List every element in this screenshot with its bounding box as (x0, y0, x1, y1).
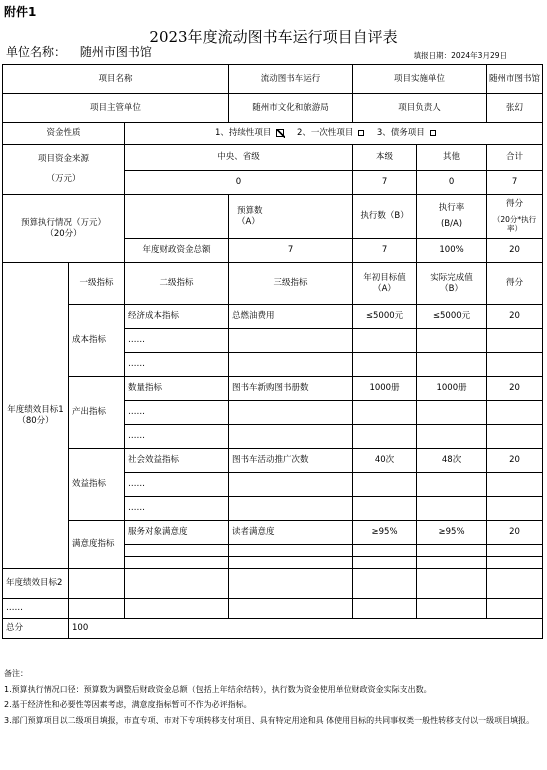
unit-name-label: 单位名称： (6, 45, 67, 59)
self-evaluation-table (2, 64, 543, 639)
note-2: 2.基于经济性和必要性等因素考虑，满意度指标暂可不作为必评指标。 (4, 700, 252, 710)
fund-nature-label: 资金性质 (3, 123, 125, 145)
dept-label: 项目主管单位 (3, 94, 229, 123)
goal2-row (3, 569, 543, 599)
annex-label: 附件1 (4, 5, 37, 19)
budget-a-header: 预算数 （A） (229, 195, 353, 239)
notes (4, 668, 542, 730)
perf-actual-cell: 48次 (417, 449, 487, 473)
option-debt-label: 3、债务项目 (376, 128, 425, 139)
dept-value: 随州市文化和旅游局 (229, 94, 353, 123)
fund-nature-row (3, 123, 543, 145)
perf-l1-header: 一级指标 (69, 263, 125, 305)
funding-header: 合计 (487, 145, 543, 171)
funding-header-row (3, 145, 543, 171)
perf-actual-cell: ≤5000元 (417, 305, 487, 329)
fill-date: 填报日期：2024年3月29日 (413, 51, 507, 60)
table-row (3, 521, 543, 545)
funding-value: 7 (487, 171, 543, 195)
perf-l2-cell: 社会效益指标 (125, 449, 229, 473)
funding-value: 7 (353, 171, 417, 195)
perf-l3-cell: 图书车活动推广次数 (229, 449, 353, 473)
perf-l1-cell: 效益指标 (69, 449, 125, 521)
ellipsis-cell: …… (125, 497, 229, 521)
budget-header-row (3, 195, 543, 239)
ellipsis-cell: …… (3, 599, 69, 619)
ellipsis-cell: …… (125, 473, 229, 497)
perf-init-header: 年初目标值 （A） (353, 263, 417, 305)
budget-b-value: 7 (353, 239, 417, 263)
budget-rate-header: 执行率 (B/A) (417, 195, 487, 239)
goal-ellipsis-row (3, 599, 543, 619)
ellipsis-cell: …… (125, 329, 229, 353)
budget-total-label: 年度财政资金总额 (125, 239, 229, 263)
leader-value: 张幻 (487, 94, 543, 123)
budget-blank-cell (125, 195, 229, 239)
perf-header-row (3, 263, 543, 305)
perf-l1-cell: 产出指标 (69, 377, 125, 449)
page-title: 2023年度流动图书车运行项目自评表 (149, 28, 398, 46)
unchecked-box-icon (358, 130, 364, 136)
option-continuous-label: 1、持续性项目 (215, 128, 272, 139)
impl-unit-value: 随州市图书馆 (487, 65, 543, 94)
budget-exec-label: 预算执行情况（万元） （20分） (3, 195, 125, 263)
table-row (3, 377, 543, 401)
total-label: 总分 (3, 619, 69, 639)
budget-b-header: 执行数（B） (353, 195, 417, 239)
budget-score-value: 20 (487, 239, 543, 263)
perf-score-cell: 20 (487, 449, 543, 473)
perf-l3-cell: 读者满意度 (229, 521, 353, 545)
goal1-label: 年度绩效目标1（80分） (3, 263, 69, 569)
perf-actual-cell: ≥95% (417, 521, 487, 545)
unchecked-box-icon (430, 130, 436, 136)
goal2-label: 年度绩效目标2 (3, 569, 69, 599)
perf-init-cell: 40次 (353, 449, 417, 473)
unit-name-value: 随州市图书馆 (79, 45, 152, 59)
budget-rate-value: 100% (417, 239, 487, 263)
unit-line (6, 43, 152, 60)
checked-box-icon (276, 129, 284, 137)
perf-l2-cell: 数量指标 (125, 377, 229, 401)
option-onetime-label: 2、一次性项目 (296, 128, 354, 139)
leader-label: 项目负责人 (353, 94, 487, 123)
perf-actual-header: 实际完成值 （B） (417, 263, 487, 305)
funding-source-label: 项目资金来源 （万元） (3, 145, 125, 195)
project-name-row (3, 65, 543, 94)
perf-init-cell: 1000册 (353, 377, 417, 401)
funding-value: 0 (417, 171, 487, 195)
budget-a-value: 7 (229, 239, 353, 263)
perf-score-cell: 20 (487, 305, 543, 329)
perf-l2-cell: 服务对象满意度 (125, 521, 229, 545)
total-row (3, 619, 543, 639)
funding-header: 其他 (417, 145, 487, 171)
impl-unit-label: 项目实施单位 (353, 65, 487, 94)
notes-title: 备注： (4, 669, 28, 678)
perf-l2-cell: 经济成本指标 (125, 305, 229, 329)
perf-l3-cell: 总燃油费用 (229, 305, 353, 329)
perf-score-cell: 20 (487, 377, 543, 401)
note-1: 1.预算执行情况口径：预算数为调整后财政资金总额（包括上年结余结转），执行数为资金使用单位财政资金实际支出数。 (4, 684, 432, 694)
dept-row (3, 94, 543, 123)
ellipsis-cell: …… (125, 425, 229, 449)
perf-init-cell: ≤5000元 (353, 305, 417, 329)
perf-l3-header: 三级指标 (229, 263, 353, 305)
table-row (3, 305, 543, 329)
perf-l1-cell: 满意度指标 (69, 521, 125, 569)
funding-header: 本级 (353, 145, 417, 171)
perf-score-header: 得分 (487, 263, 543, 305)
perf-l2-header: 二级指标 (125, 263, 229, 305)
perf-l1-cell: 成本指标 (69, 305, 125, 377)
project-name-value: 流动图书车运行 (229, 65, 353, 94)
table-row (3, 449, 543, 473)
funding-value: 0 (125, 171, 353, 195)
ellipsis-cell: …… (125, 401, 229, 425)
funding-header: 中央、省级 (125, 145, 353, 171)
total-value: 100 (69, 619, 543, 639)
perf-l3-cell: 图书车新购图书册数 (229, 377, 353, 401)
ellipsis-cell: …… (125, 353, 229, 377)
fund-nature-options (125, 123, 543, 145)
perf-actual-cell: 1000册 (417, 377, 487, 401)
project-name-label: 项目名称 (3, 65, 229, 94)
perf-init-cell: ≥95% (353, 521, 417, 545)
budget-score-header: 得分 （20分*执行率） (487, 195, 543, 239)
note-3: 3.部门预算项目以二级项目填报，市直专项、市对下专项转移支付项目、具有特定用途和具 体使用目标的共同事权类一般性转移支付以一级项目填报。 (4, 715, 535, 725)
perf-score-cell: 20 (487, 521, 543, 545)
